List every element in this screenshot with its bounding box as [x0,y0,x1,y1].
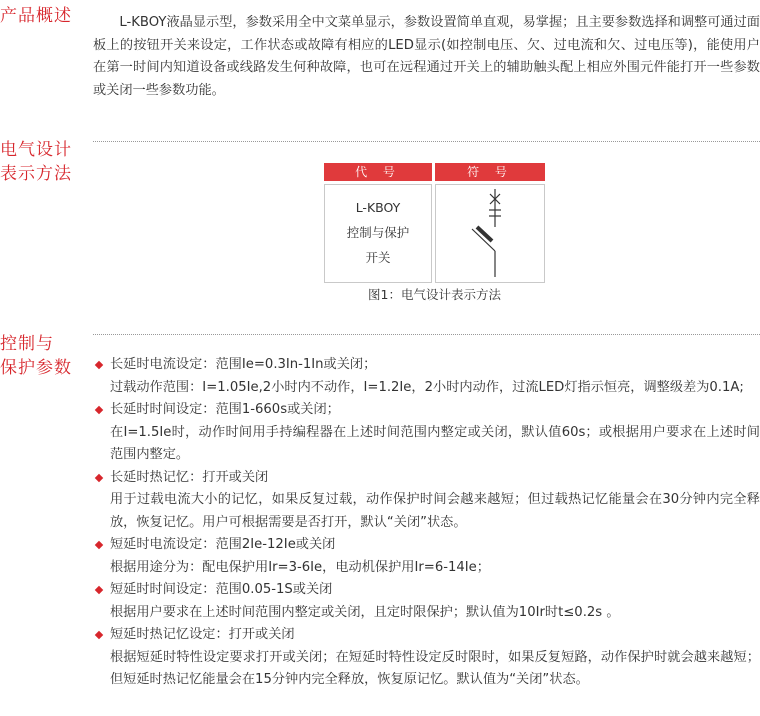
overview-title: 产品概述 [0,6,72,26]
params-title-line1: 控制与 [0,334,54,354]
list-item [93,624,760,692]
electrical-title-line1: 电气设计 [0,140,72,160]
divider [93,334,760,335]
electrical-title-line2: 表示方法 [0,164,72,184]
list-item-title: 长延时电流设定：范围Ie=0.3In-1In或关闭； [110,357,377,372]
list-item-title: 长延时时间设定：范围1-660s或关闭； [110,402,340,417]
list-item-title: 长延时热记忆：打开或关闭 [110,469,269,485]
bullet-icon [95,473,103,481]
code-line-type: 开关 [365,250,391,265]
bullet-icon [95,586,103,594]
overview-paragraph: L-KBOY液晶显示型，参数采用全中文菜单显示，参数设置简单直观，易掌握；且主要参数选择和调整可通过面板上的按钮开关来设定，工作状态或故障有相应的LED显示(如控制电压、欠、过电流和欠、过电压等)，能使用户在第一时间内知道设备或线路发生何种故障，也可在远程通过开关上的辅助触头配上相应外围元件能打开一些参数或关闭一些参数功能。 [93,15,760,98]
params-title-line2: 保护参数 [0,358,72,378]
switch-symbol-icon [436,185,544,282]
code-line-name: 控制与保护 [346,225,410,240]
electrical-symbol-diagram [324,163,545,283]
list-item-title: 短延时电流设定：范围2Ie-12Ie或关闭 [110,537,336,552]
divider [93,141,760,142]
list-item-title: 短延时时间设定：范围0.05-1S或关闭 [110,582,333,597]
electrical-title [0,138,72,186]
code-column-header: 代 号 [324,163,432,181]
params-title [0,332,72,380]
list-item-desc: 根据用户要求在上述时间范围内整定或关闭，且定时限保护；默认值为10Ir时t≤0.2s 。 [110,604,620,620]
bullet-icon [95,631,103,639]
list-item [93,467,760,535]
list-item [93,354,760,399]
list-item [93,399,760,467]
list-item-desc: 在I=1.5Ie时，动作时间用手持编程器在上述时间范围内整定或关闭，默认值60s；或根据用户要求在上述时间范围内整定。 [110,424,760,462]
list-item [93,534,760,579]
bullet-icon [95,361,103,369]
code-cell [324,184,432,283]
params-list [93,354,760,692]
code-line-model: L-KBOY [355,200,401,215]
list-item-desc: 用于过载电流大小的记忆，如果反复过载，动作保护时间会越来越短；但过载热记忆能量会在30分钟内完全释放，恢复记忆。用户可根据需要是否打开，默认“关闭”状态。 [110,492,760,530]
list-item-desc: 根据用途分为：配电保护用Ir=3-6Ie，电动机保护用Ir=6-14Ie； [110,559,490,575]
list-item [93,579,760,624]
diagram-caption: 图1：电气设计表示方法 [368,287,501,302]
bullet-icon [95,541,103,549]
list-item-title: 短延时热记忆设定：打开或关闭 [110,627,295,642]
symbol-column-header: 符 号 [435,163,545,181]
symbol-cell [435,184,545,283]
bullet-icon [95,406,103,414]
list-item-desc: 过载动作范围：I=1.05Ie,2小时内不动作，I=1.2Ie，2小时内动作，过流LED灯指示恒亮，调整级差为0.1A; [110,379,744,395]
list-item-desc: 根据短延时特性设定要求打开或关闭；在短延时特性设定反时限时，如果反复短路，动作保护时就会越来越短；但短延时热记忆能量会在15分钟内完全释放，恢复原记忆。默认值为“关闭”状态。 [110,649,760,687]
